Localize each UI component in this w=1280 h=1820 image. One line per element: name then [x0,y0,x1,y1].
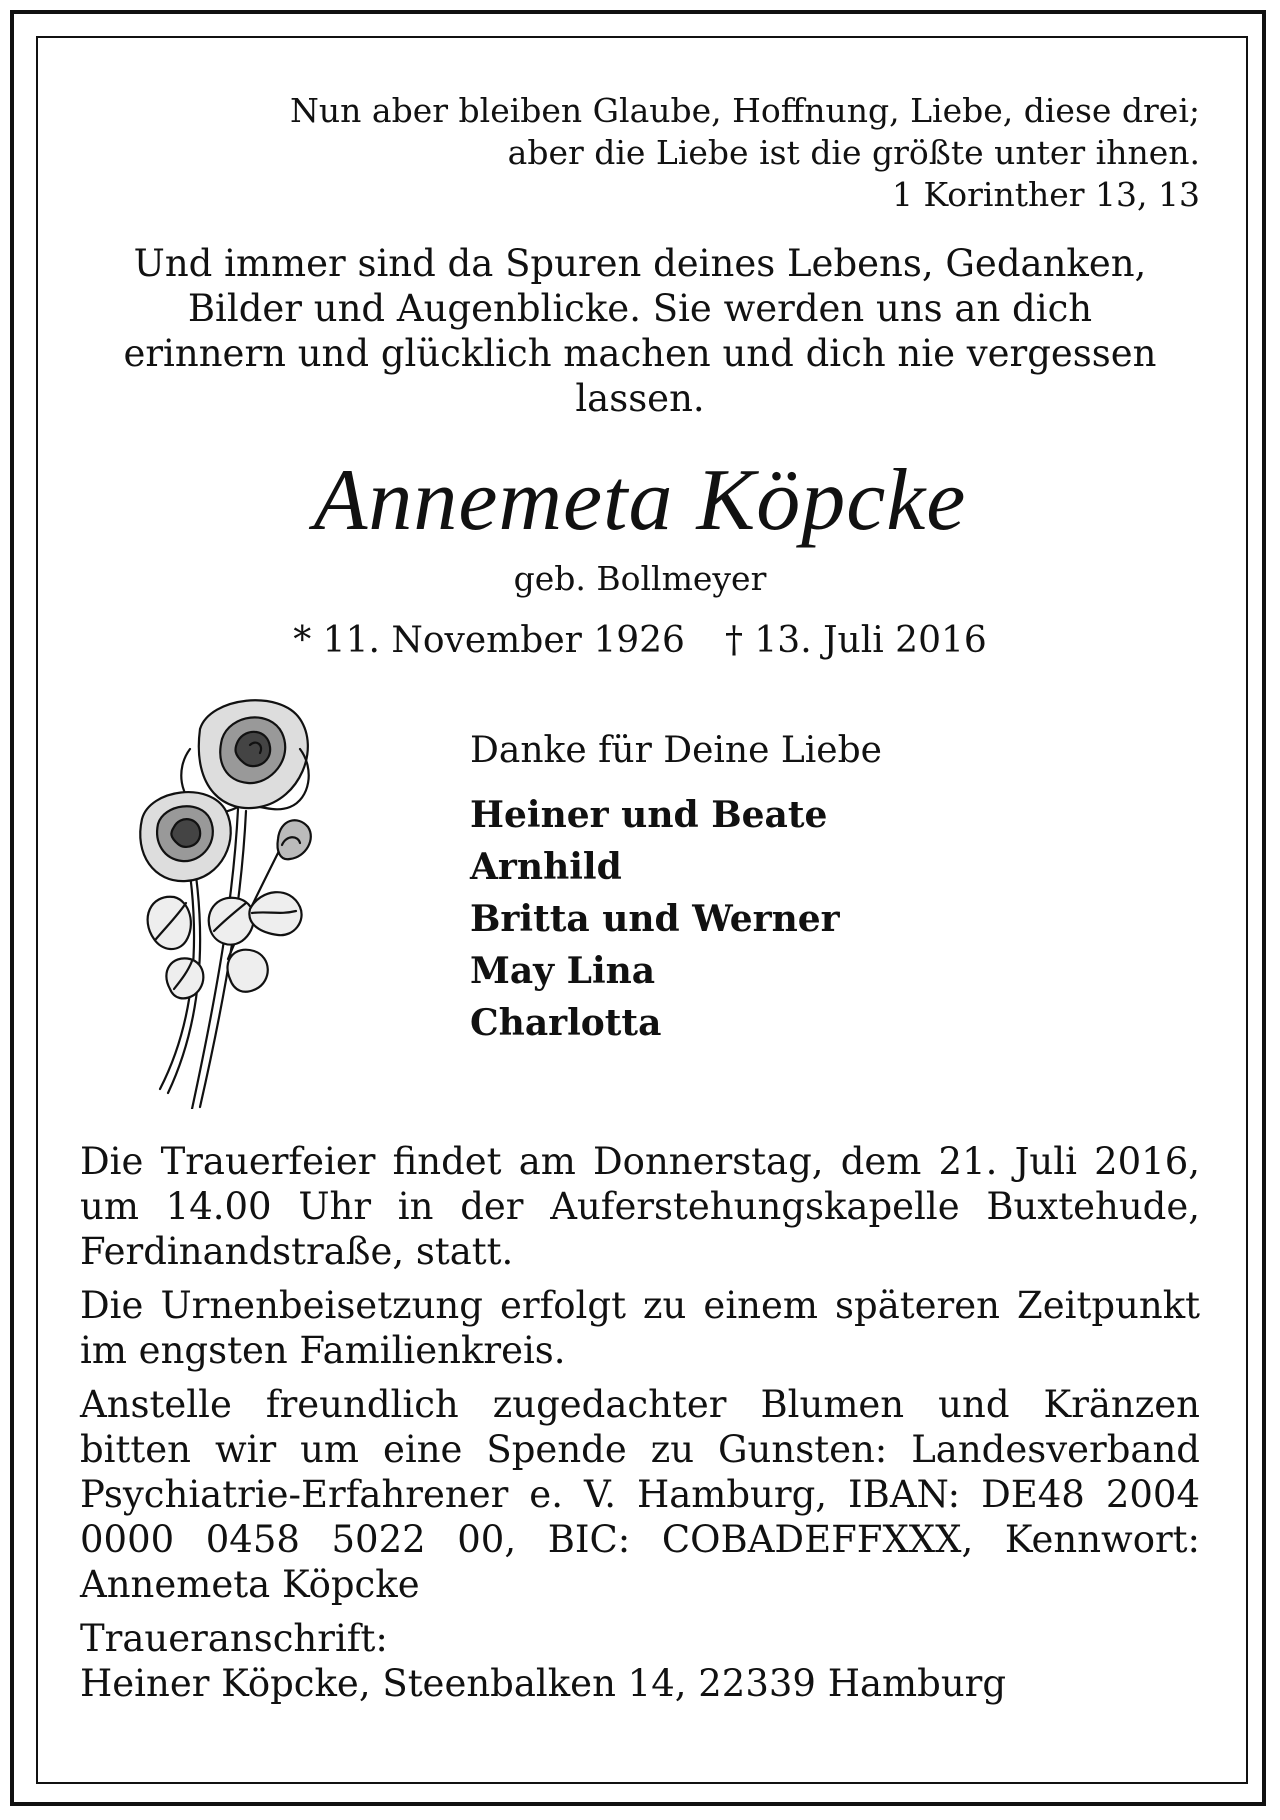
mourner-name: May Lina [470,950,656,992]
family-section [80,679,1200,1139]
mourner-name: Arnhild [470,846,622,888]
verse-reference: 1 Korinther 13, 13 [892,175,1200,214]
birth-date: * 11. November 1926 [293,620,685,661]
mourner-name: Charlotta [470,1002,662,1044]
quote-line-2: aber die Liebe ist die größte unter ihnen. [507,133,1200,172]
mourning-address [80,1616,1200,1706]
deceased-name: Annemeta Köpcke [313,452,967,549]
urn-info: Die Urnenbeisetzung erfolgt zu einem späteren Zeitpunkt im engsten Familienkreis. [80,1284,1200,1372]
donation-info: Anstelle freundlich zugedachter Blumen und Kränzen bitten wir um eine Spende zu Gunsten: Landesverband Psychiatrie-Erfahrener e. V. Hamburg, IBAN: DE48 2004 0000 0458 5022 00, BIC: COBADEFFXXX, Kennwort: Annemeta Köpcke [80,1383,1200,1606]
quote-line-1: Nun aber bleiben Glaube, Hoffnung, Liebe, diese drei; [290,91,1200,130]
bible-quote [80,90,1200,174]
funeral-notice [80,1139,1200,1706]
address-label: Traueranschrift: [80,1617,388,1660]
mourner-name: Heiner und Beate [470,794,828,836]
death-date: † 13. Juli 2016 [724,620,987,661]
thanks-line: Danke für Deine Liebe [470,730,882,771]
address-text: Heiner Köpcke, Steenbalken 14, 22339 Hamburg [80,1662,1007,1705]
rose-icon [130,689,320,1109]
mourners-list [470,789,840,1049]
mourner-name: Britta und Werner [470,898,840,940]
poem: Und immer sind da Spuren deines Lebens, Gedanken, Bilder und Augenblicke. Sie werden uns an dich erinnern und glücklich machen und dich nie vergessen lassen. [123,242,1157,420]
birth-name: geb. Bollmeyer [513,559,767,598]
funeral-info: Die Trauerfeier findet am Donnerstag, dem 21. Juli 2016, um 14.00 Uhr in der Auferstehungskapelle Buxtehude, Ferdinandstraße, statt. [80,1140,1200,1273]
life-dates [80,619,1200,663]
obituary [80,90,1200,1706]
